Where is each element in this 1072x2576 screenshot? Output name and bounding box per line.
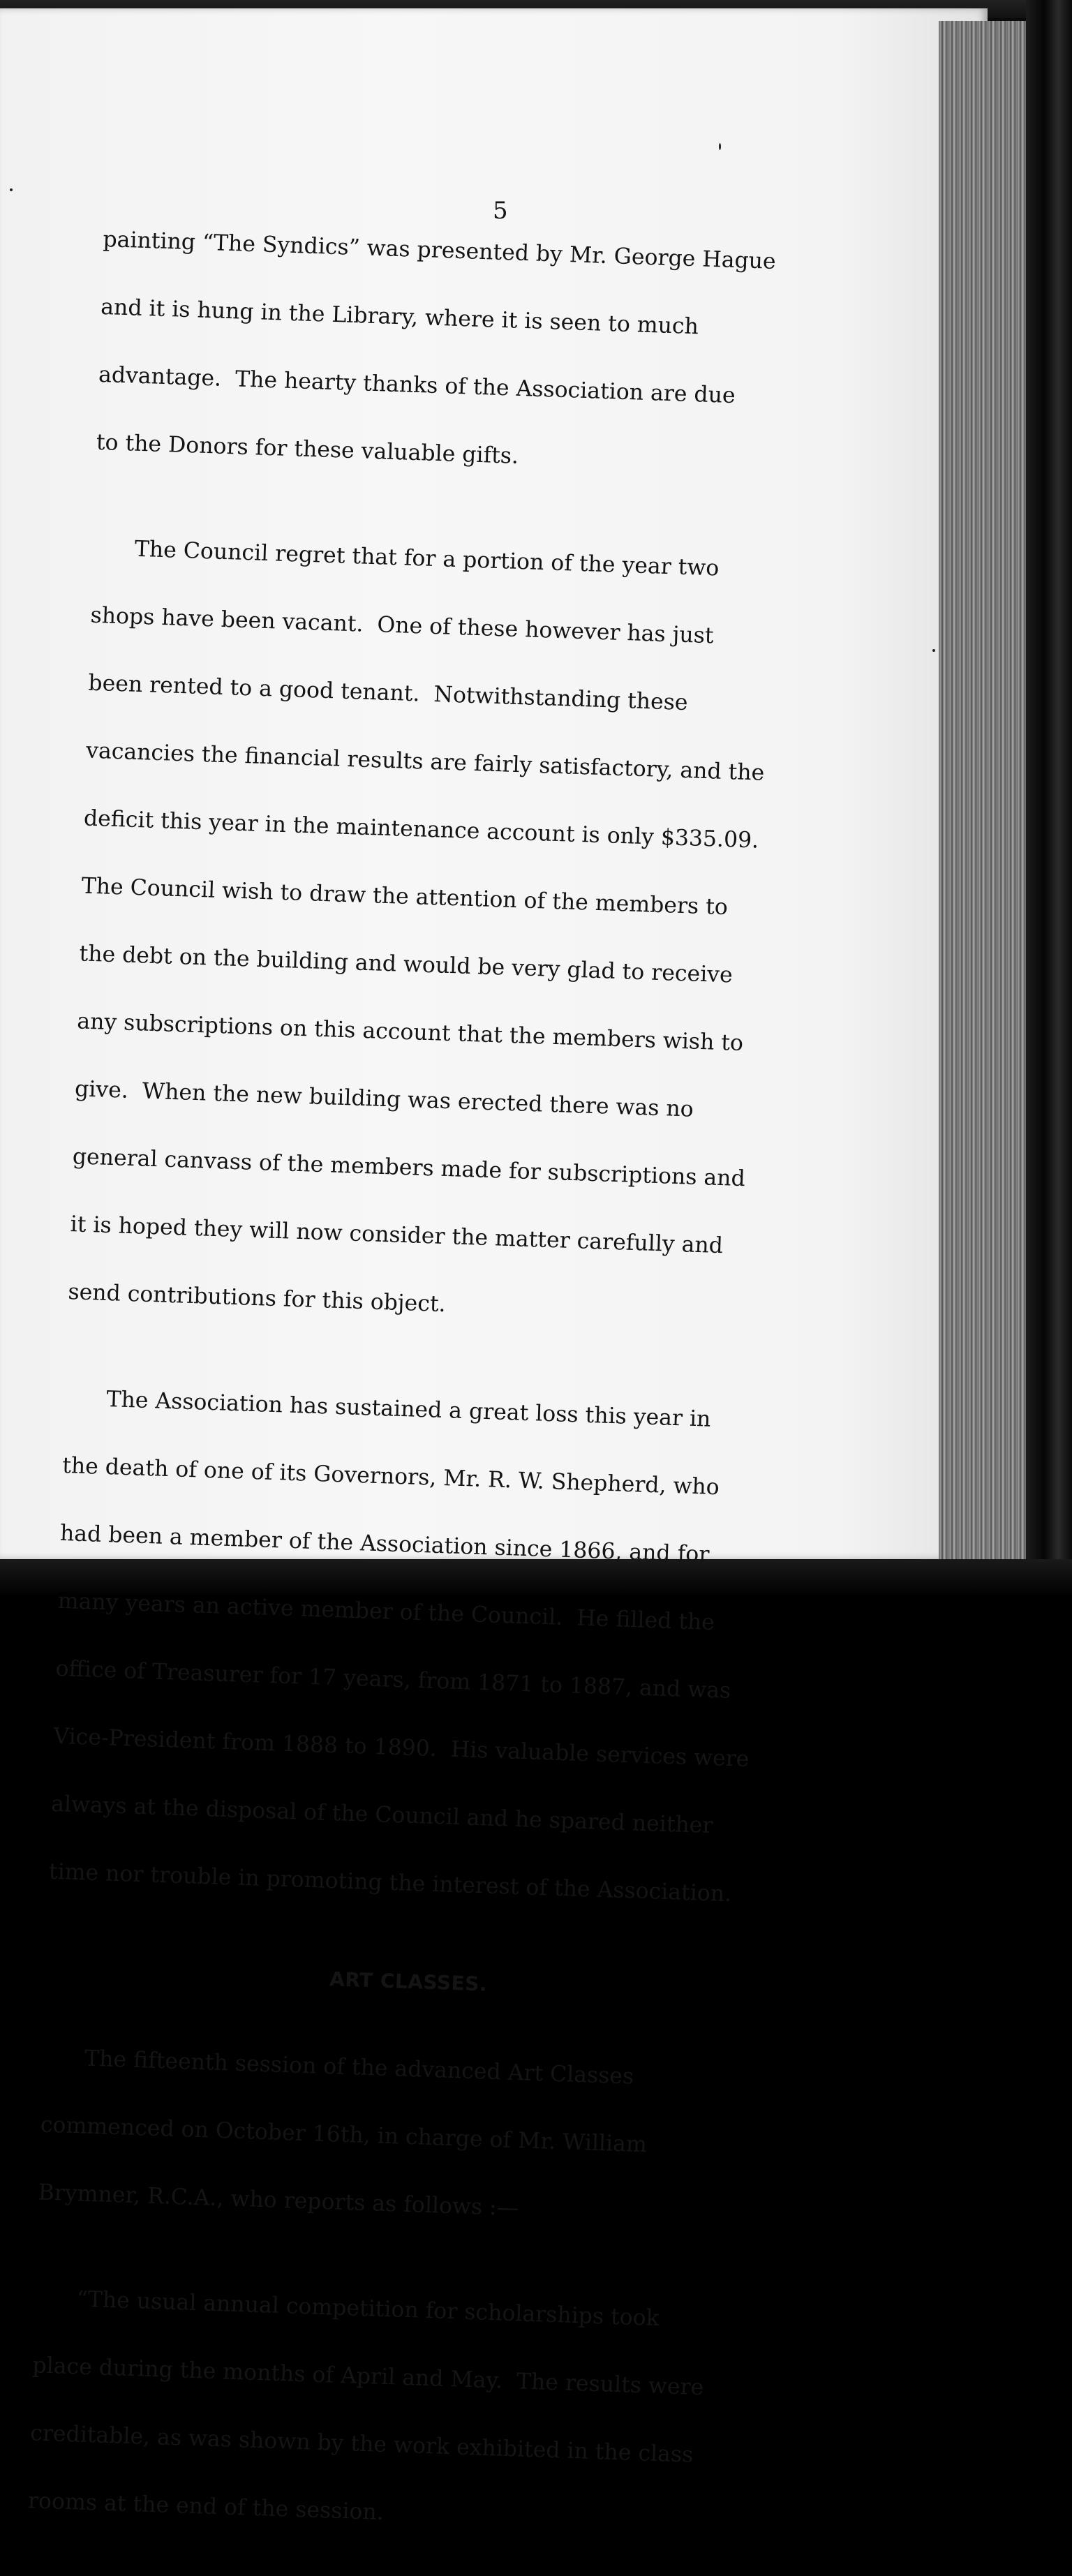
text-line: office of Treasurer for 17 years, from 1871 to 1887, and was xyxy=(55,1655,731,1704)
paragraph-shepherd xyxy=(47,1347,792,1946)
text-line: general canvass of the members made for subscriptions and xyxy=(72,1144,746,1192)
dust-speck xyxy=(719,143,721,150)
text-line: shops have been vacant. One of these however has just xyxy=(90,602,715,649)
dust-speck xyxy=(932,649,935,652)
text-line: always at the disposal of the Council and he spared neither xyxy=(50,1791,714,1838)
paragraph-syndics xyxy=(95,188,831,517)
paragraph-competition xyxy=(27,2247,762,2576)
text-line: The fifteenth session of the advanced Art Classes xyxy=(42,2044,634,2090)
text-line: to the Donors for these valuable gifts. xyxy=(96,429,519,469)
text-line: The Association has sustained a great loss this year in xyxy=(64,1385,712,1432)
text-line: The Council wish to draw the attention of the members to xyxy=(81,873,729,921)
text-line: Vice-President from 1888 to 1890. His valuable services were xyxy=(52,1723,750,1772)
text-line: the death of one of its Governors, Mr. R. W. Shepherd, who xyxy=(61,1452,720,1500)
text-line: painting “The Syndics” was presented by Mr. George Hague xyxy=(102,226,777,274)
page-number: 5 xyxy=(493,197,508,225)
text-line: it is hoped they will now consider the matter carefully and xyxy=(70,1212,724,1259)
text-line: “The usual annual competition for scholarships took xyxy=(34,2285,660,2332)
text-line: send contributions for this object. xyxy=(67,1279,447,1318)
text-line: The Council regret that for a portion of the year two xyxy=(92,535,720,581)
section-heading: ART CLASSES. xyxy=(329,1967,488,1996)
page-text xyxy=(27,188,831,2576)
text-line: deficit this year in the maintenance account is only $335.09. xyxy=(83,805,759,854)
text-line: give. When the new building was erected there was no xyxy=(74,1076,694,1122)
text-line: commenced on October 16th, in charge of Mr. William xyxy=(40,2111,648,2157)
text-line: and it is hung in the Library, where it is seen to much xyxy=(100,294,699,339)
text-line: advantage. The hearty thanks of the Association are due xyxy=(98,362,736,408)
paragraph-art-classes xyxy=(36,2007,770,2268)
text-line: Brymner, R.C.A., who reports as follows :— xyxy=(38,2179,519,2221)
text-line: many years an active member of the Council. He filled the xyxy=(57,1588,715,1635)
paragraph-council xyxy=(66,497,820,1367)
text-line: the debt on the building and would be very glad to receive xyxy=(79,941,734,988)
text-line: place during the months of April and May. The results were xyxy=(31,2353,704,2401)
book-cover-edge xyxy=(1026,0,1072,1597)
text-line: been rented to a good tenant. Notwithstanding these xyxy=(87,670,689,716)
dust-speck xyxy=(10,188,13,191)
text-line: any subscriptions on this account that the members wish to xyxy=(76,1008,744,1056)
page-edges xyxy=(939,21,1029,1577)
text-line: creditable, as was shown by the work exhibited in the class xyxy=(29,2420,694,2468)
text-line: had been a member of the Association since 1866, and for xyxy=(59,1520,710,1568)
text-line: rooms at the end of the session. xyxy=(27,2488,385,2526)
text-line: time nor trouble in promoting the interest of the Association. xyxy=(48,1859,732,1907)
text-line: vacancies the financial results are fairly satisfactory, and the xyxy=(85,738,765,786)
